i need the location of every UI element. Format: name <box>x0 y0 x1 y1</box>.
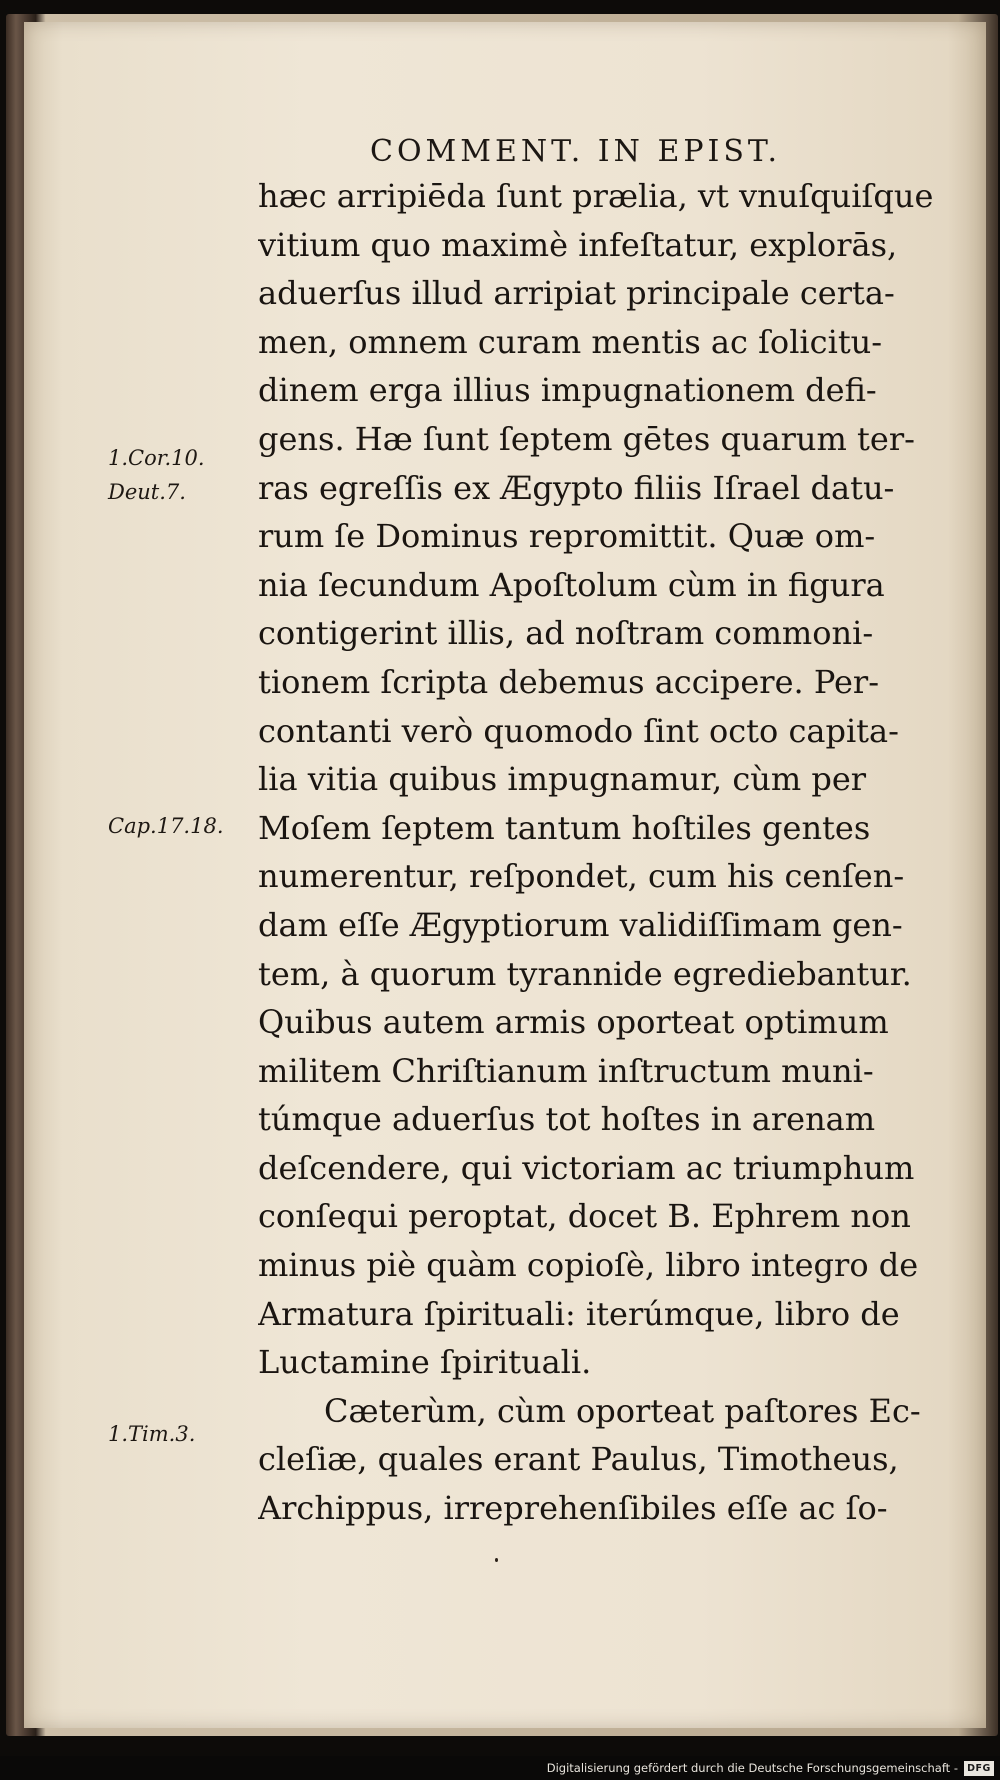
text-line: hæc arripiēda ſunt prælia, vt vnuſquiſque <box>258 177 934 215</box>
text-line: conſequi peroptat, docet B. Ephrem non <box>258 1197 911 1236</box>
text-line: tem, à quorum tyrannide egrediebantur. <box>258 954 912 993</box>
text-line: rum ſe Dominus repromittit. Quæ om- <box>258 517 876 556</box>
text-line: contigerint illis, ad noſtram commoni- <box>258 614 874 653</box>
main-text-block <box>258 172 968 1533</box>
text-line: militem Chriſtianum inſtructum muni- <box>258 1051 874 1090</box>
text-line: túmque aduerſus tot hoſtes in arenam <box>258 1100 876 1139</box>
ink-speck <box>495 1558 498 1562</box>
text-line: dam eſſe Ægyptiorum validiſſimam gen- <box>258 905 903 944</box>
text-line: deſcendere, qui victoriam ac triumphum <box>258 1148 915 1187</box>
margin-note-cap: Cap.17.18. <box>108 814 224 838</box>
text-line: Moſem ſeptem tantum hoſtiles gentes <box>258 808 871 847</box>
margin-note-deut: Deut.7. <box>108 480 186 504</box>
text-line: Archippus, irreprehenſibiles eſſe ac ſo- <box>258 1489 888 1528</box>
dfg-logo: DFG <box>964 1761 994 1776</box>
running-head: COMMENT. IN EPIST. <box>370 134 782 169</box>
text-line: minus piè quàm copioſè, libro integro de <box>258 1246 919 1285</box>
text-line: lia vitia quibus impugnamur, cùm per <box>258 760 867 799</box>
text-line: numerentur, reſpondet, cum his cenſen- <box>258 857 905 896</box>
text-line: contanti verò quomodo ſint octo capita- <box>258 711 899 750</box>
margin-note-1-tim: 1.Tim.3. <box>108 1422 196 1446</box>
text-line: gens. Hæ ſunt ſeptem gētes quarum ter- <box>258 419 915 458</box>
text-line: nia ſecundum Apoſtolum cùm in figura <box>258 565 885 604</box>
text-line: tionem ſcripta debemus accipere. Per- <box>258 662 879 701</box>
text-line: vitium quo maximè infeſtatur, explorās, <box>258 225 898 264</box>
text-line: ras egreſſis ex Ægypto filiis Iſrael datu- <box>258 468 895 507</box>
text-line: cleſiæ, quales erant Paulus, Timotheus, <box>258 1440 899 1479</box>
text-line: Quibus autem armis oporteat optimum <box>258 1003 889 1042</box>
margin-note-1-cor: 1.Cor.10. <box>108 446 205 470</box>
text-line: men, omnem curam mentis ac ſolicitu- <box>258 322 883 361</box>
text-line: Armatura ſpirituali: iterúmque, libro de <box>258 1294 900 1333</box>
text-line: Luctamine ſpirituali. <box>258 1343 592 1382</box>
text-line: dinem erga illius impugnationem defi- <box>258 371 877 410</box>
text-line: Cæterùm, cùm oporteat paſtores Ec- <box>324 1391 921 1430</box>
text-line: aduerſus illud arripiat principale certa- <box>258 274 895 313</box>
footer-credit: Digitalisierung gefördert durch die Deutsche Forschungsgemeinschaft - <box>546 1761 958 1775</box>
